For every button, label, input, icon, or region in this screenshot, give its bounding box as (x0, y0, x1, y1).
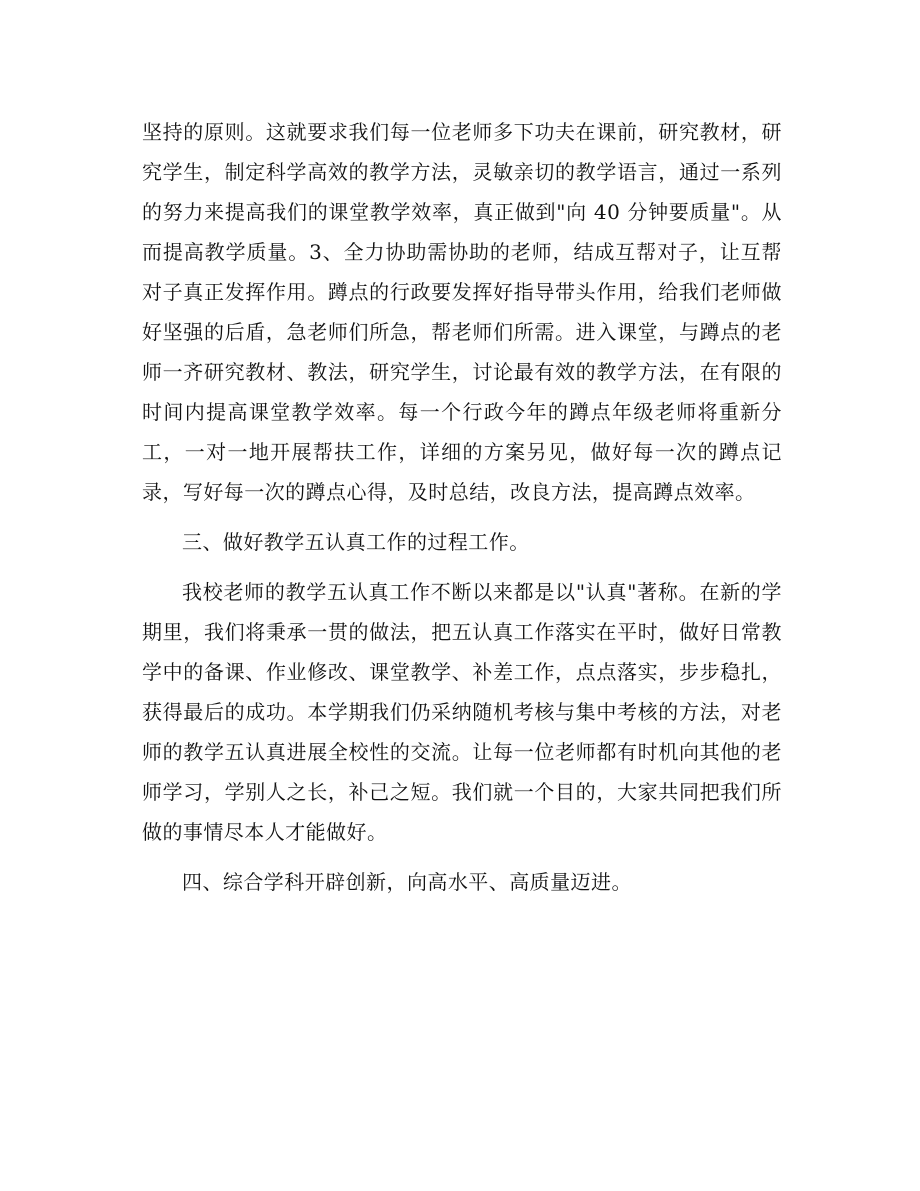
section-heading-three: 三、做好教学五认真工作的过程工作。 (182, 530, 530, 554)
section-heading-four: 四、综合学科开辟创新，向高水平、高质量迈进。 (182, 870, 632, 894)
paragraph-spacer (142, 512, 782, 522)
paragraph-five-diligence: 我校老师的教学五认真工作不断以来都是以"认真"著称。在新的学期里，我们将秉承一贯的做法，把五认真工作落实在平时，做好日常教学中的备课、作业修改、课堂教学、补差工作，点点落实，步步稳扎，获得最后的成功。本学期我们仍采纳随机考核与集中考核的方法，对老师的教学五认真进展全校性的交流。让每一位老师都有时机向其他的老师学习，学别人之长，补己之短。我们就一个目的，大家共同把我们所做的事情尽本人才能做好。 (142, 580, 782, 844)
paragraph-spacer (142, 562, 782, 572)
paragraph-continuation: 坚持的原则。这就要求我们每一位老师多下功夫在课前，研究教材，研究学生，制定科学高效的教学方法，灵敏亲切的教学语言，通过一系列的努力来提高我们的课堂教学效率，真正做到"向 40 分钟要质量"。从而提高教学质量。3、全力协助需协助的老师，结成互帮对子，让互帮对子真正发挥作用。蹲点的行政要发挥好指导带头作用，给我们老师做好坚强的后盾，急老师们所急，帮老师们所需。进入课堂，与蹲点的老师一齐研究教材、教法，研究学生，讨论最有效的教学方法，在有限的时间内提高课堂教学效率。每一个行政今年的蹲点年级老师将重新分工，一对一地开展帮扶工作，详细的方案另见，做好每一次的蹲点记录，写好每一次的蹲点心得，及时总结，改良方法，提高蹲点效率。 (142, 120, 782, 504)
paragraph-spacer (142, 852, 782, 862)
document-body (142, 112, 782, 902)
